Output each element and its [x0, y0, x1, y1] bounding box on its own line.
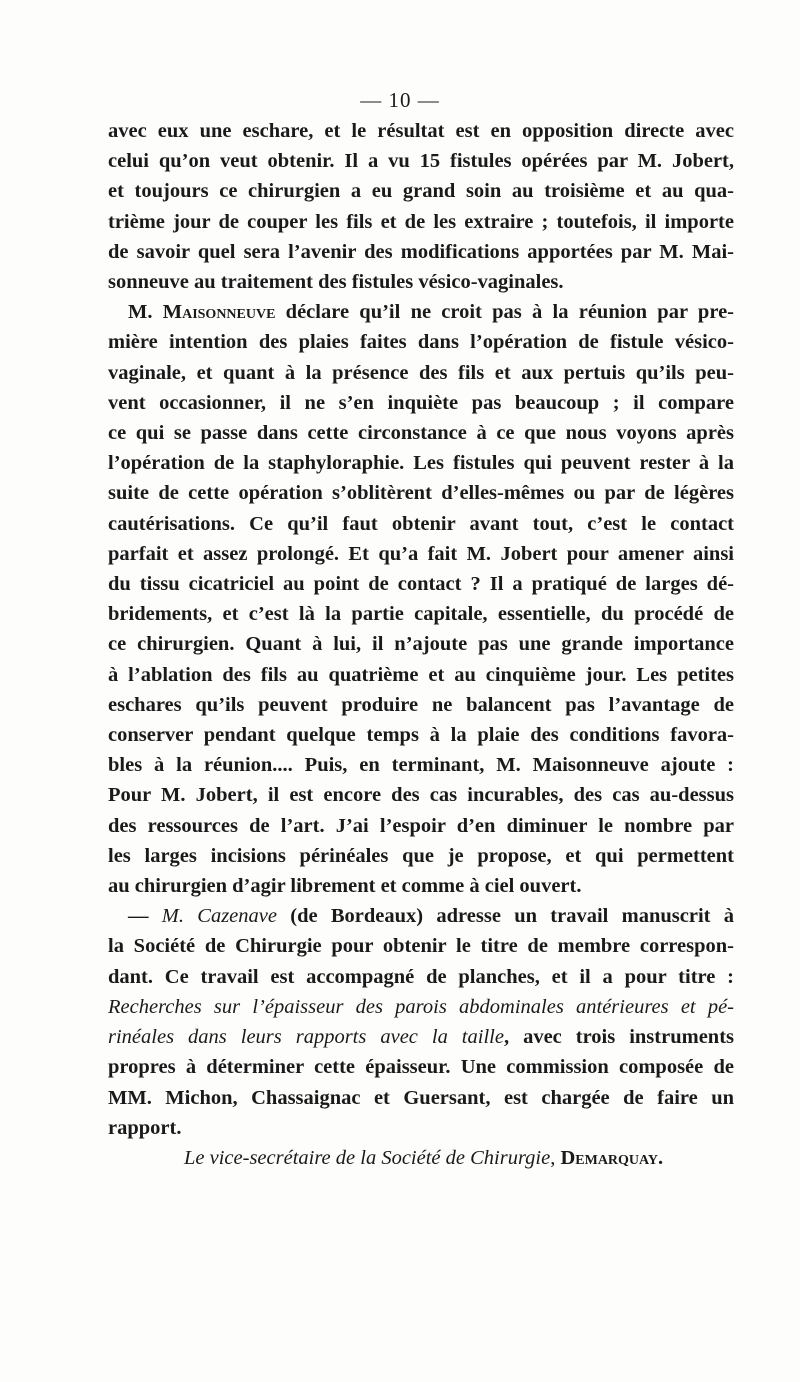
text-line [108, 1022, 734, 1052]
text-line: propres à déterminer cette épaisseur. Une commission composée de [108, 1056, 734, 1079]
text-run: déclare qu’il ne croit pas à la réunion par pre- [275, 301, 734, 324]
signature [108, 1143, 734, 1173]
text-line: rapport. [108, 1116, 182, 1139]
text-line: sonneuve au traitement des fistules vésico-vaginales. [108, 271, 564, 294]
text-line: eschares qu’ils peuvent produire ne balancent pas l’avantage de [108, 693, 734, 716]
text-line: MM. Michon, Chassaignac et Guersant, est chargée de faire un [108, 1086, 734, 1109]
paragraph-continuation [108, 116, 734, 297]
paragraph-cazenave [108, 901, 734, 1143]
text-line: celui qu’on veut obtenir. Il a vu 15 fistules opérées par M. Jobert, [108, 150, 734, 173]
text-run: (de Bordeaux) adresse un travail manuscrit à [276, 905, 734, 928]
text-line: bles à la réunion.... Puis, en terminant, M. Maisonneuve ajoute : [108, 754, 734, 777]
text-run: , avec trois instruments [503, 1026, 734, 1049]
text-line: la Société de Chirurgie pour obtenir le titre de membre correspon- [108, 935, 734, 958]
text-line: de savoir quel sera l’avenir des modifications apportées par M. Mai- [108, 240, 734, 263]
text-line: bridements, et c’est là la partie capitale, essentielle, du procédé de [108, 603, 734, 626]
text-line: parfait et assez prolongé. Et qu’a fait M. Jobert pour amener ainsi [108, 542, 734, 565]
text-line: avec eux une eschare, et le résultat est en opposition directe avec [108, 120, 734, 142]
speaker-prefix: M. [128, 301, 163, 324]
work-title-line: rinéales dans leurs rapports avec la taille [108, 1026, 504, 1049]
author-name: M. Cazenave [161, 905, 277, 928]
speaker-name: Maisonneuve [162, 301, 276, 324]
text-line: du tissu cicatriciel au point de contact ? Il a pratiqué de larges dé- [108, 573, 734, 596]
text-line: les larges incisions périnéales que je propose, et qui permettent [108, 844, 734, 867]
text-line: suite de cette opération s’oblitèrent d’elles-mêmes ou par de légères [108, 482, 734, 505]
text-line: vaginale, et quant à la présence des fils et aux pertuis qu’ils peu- [108, 361, 734, 384]
body-text [108, 116, 734, 1173]
text-line: au chirurgien d’agir librement et comme à ciel ouvert. [108, 875, 582, 898]
text-line: dant. Ce travail est accompagné de planches, et il a pour titre : [108, 965, 734, 988]
text-line: trième jour de couper les fils et de les extraire ; toutefois, il importe [108, 210, 734, 233]
text-line: à l’ablation des fils au quatrième et au cinquième jour. Les petites [108, 663, 734, 686]
text-line: et toujours ce chirurgien a eu grand soin au troisième et au qua- [108, 180, 734, 203]
text-line [108, 297, 734, 327]
text-line: ce qui se passe dans cette circonstance à ce que nous voyons après [108, 422, 734, 445]
text-line: des ressources de l’art. J’ai l’espoir d’en diminuer le nombre par [108, 814, 734, 837]
signature-role: Le vice-secrétaire de la Société de Chirurgie [184, 1146, 551, 1169]
text-line: ce chirurgien. Quant à lui, il n’ajoute pas une grande importance [108, 633, 734, 656]
signature-name: Demarquay. [560, 1146, 664, 1169]
text-line: Pour M. Jobert, il est encore des cas incurables, des cas au-dessus [108, 784, 734, 807]
dash: — [128, 905, 162, 928]
work-title-line: Recherches sur l’épaisseur des parois abdominales antérieures et pé- [108, 995, 734, 1018]
text-line: cautérisations. Ce qu’il faut obtenir avant tout, c’est le contact [108, 512, 734, 535]
text-line: mière intention des plaies faites dans l’opération de fistule vésico- [108, 331, 734, 354]
signature-separator: , [550, 1146, 561, 1169]
text-line: conserver pendant quelque temps à la plaie des conditions favora- [108, 724, 734, 747]
paragraph-maisonneuve [108, 297, 734, 901]
page-number: — 10 — [360, 88, 440, 112]
text-line [108, 901, 734, 931]
text-line: vent occasionner, il ne s’en inquiète pas beaucoup ; il compare [108, 391, 734, 414]
text-line: l’opération de la staphyloraphie. Les fistules qui peuvent rester à la [108, 452, 734, 475]
